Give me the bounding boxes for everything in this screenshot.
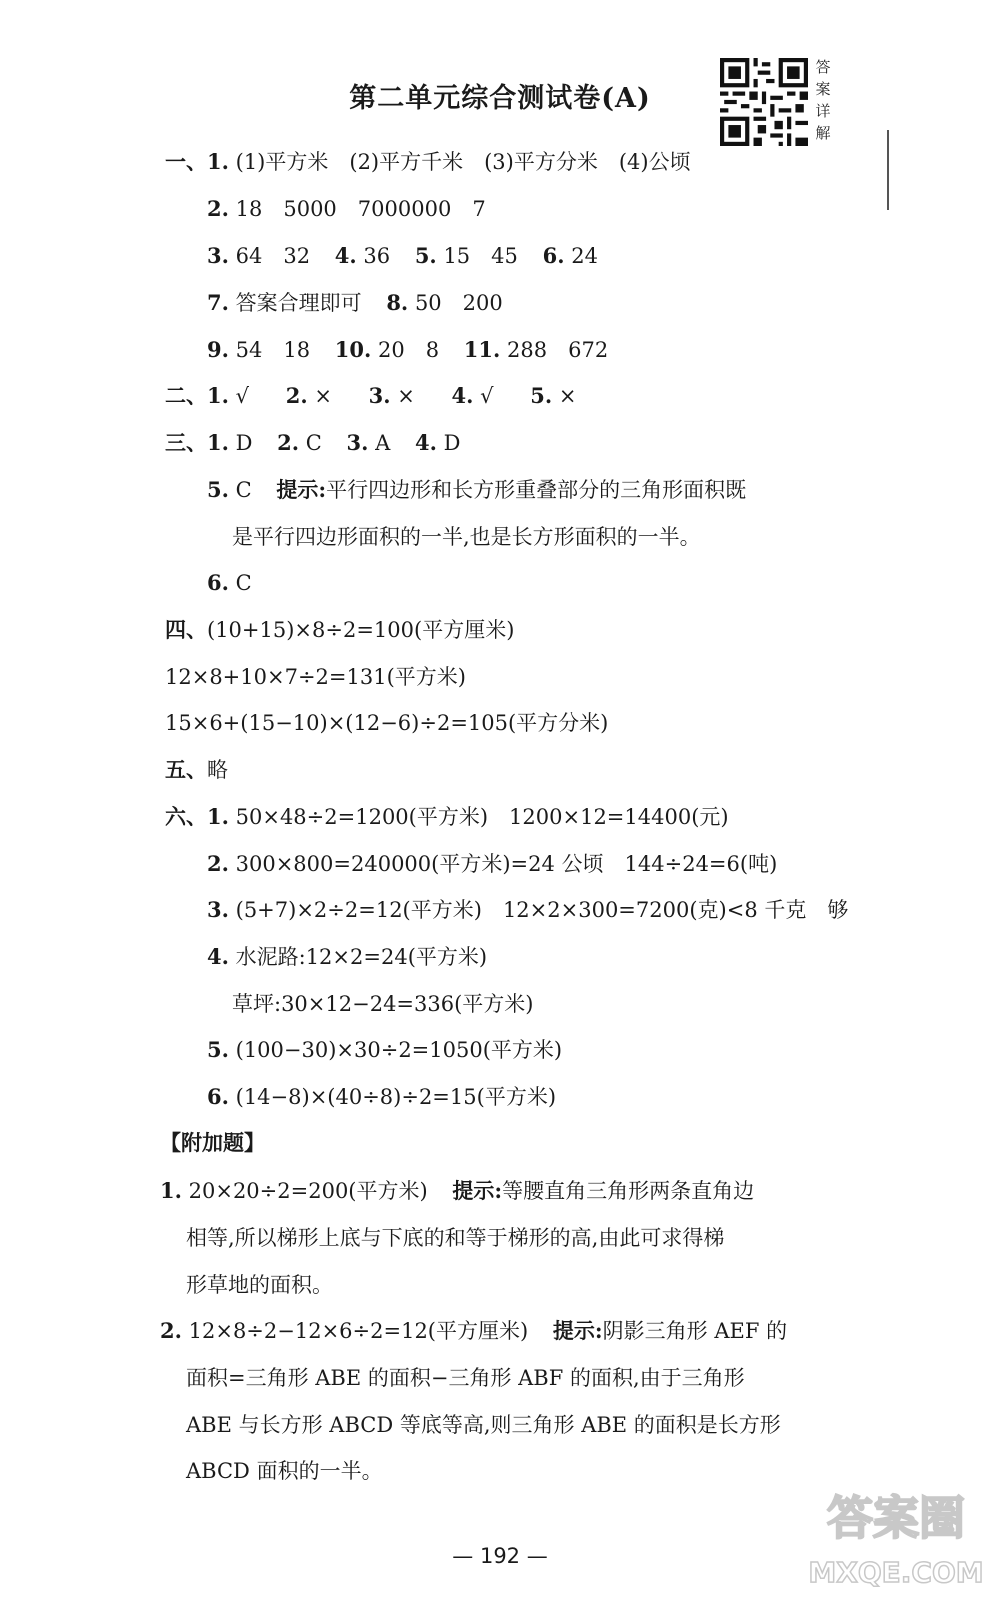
page-number: — 192 — xyxy=(452,1544,548,1568)
section-6-q5: 5. (100−30)×30÷2=1050(平方米) xyxy=(207,1037,563,1062)
extra-q1-line-2: 相等,所以梯形上底与下底的和等于梯形的高,由此可求得梯 xyxy=(186,1226,725,1250)
section-4-line-1: 四、(10+15)×8÷2=100(平方厘米) xyxy=(165,617,515,642)
watermark-logo xyxy=(806,1484,986,1594)
qr-code[interactable] xyxy=(720,58,808,146)
extra-q1-line-3: 形草地的面积。 xyxy=(186,1273,333,1297)
section-1-q1: 一、1. (1)平方米 (2)平方千米 (3)平方分米 (4)公顷 xyxy=(165,149,691,174)
watermark-text-line-2: MXQE.COM xyxy=(808,1556,984,1589)
extra-q1: 1. 20×20÷2=200(平方米) 提示:等腰直角三角形两条直角边 xyxy=(160,1178,755,1203)
section-6-q4-cont: 草坪:30×12−24=336(平方米) xyxy=(232,992,534,1016)
extra-q2-line-3: ABE 与长方形 ABCD 等底等高,则三角形 ABE 的面积是长方形 xyxy=(186,1413,781,1437)
page-title: 第二单元综合测试卷(A) xyxy=(349,83,651,114)
section-6-q6: 6. (14−8)×(40÷8)÷2=15(平方米) xyxy=(207,1084,557,1109)
section-3-q6: 6. C xyxy=(207,570,252,595)
qr-caption: 答 案 详 解 xyxy=(815,58,831,142)
section-1-q7-8: 7. 答案合理即可 8. 50 200 xyxy=(207,290,503,315)
extra-q2-line-4: ABCD 面积的一半。 xyxy=(186,1459,383,1483)
watermark-text-line-1: 答案圈 xyxy=(827,1491,965,1545)
extra-q2: 2. 12×8÷2−12×6÷2=12(平方厘米) 提示:阴影三角形 AEF 的 xyxy=(160,1318,788,1343)
section-1-q3-6: 3. 64 32 4. 36 5. 15 45 6. 24 xyxy=(207,243,598,268)
section-3-q5-hint-cont: 是平行四边形面积的一半,也是长方形面积的一半。 xyxy=(232,525,701,549)
section-6-q2: 2. 300×800=240000(平方米)=24 公顷 144÷24=6(吨) xyxy=(207,851,778,876)
extra-heading: 【附加题】 xyxy=(160,1130,265,1155)
section-1-q9-11: 9. 54 18 10. 20 8 11. 288 672 xyxy=(207,337,609,362)
section-3-q1-4: 三、1. D 2. C 3. A 4. D xyxy=(165,430,461,455)
section-6-q4: 4. 水泥路:12×2=24(平方米) xyxy=(207,944,488,969)
section-4-line-3: 15×6+(15−10)×(12−6)÷2=105(平方分米) xyxy=(165,711,609,735)
section-5: 五、略 xyxy=(165,757,228,782)
section-1-q2: 2. 18 5000 7000000 7 xyxy=(207,196,486,221)
section-4-line-2: 12×8+10×7÷2=131(平方米) xyxy=(165,665,466,689)
section-3-q5: 5. C 提示:平行四边形和长方形重叠部分的三角形面积既 xyxy=(207,477,747,502)
section-2: 二、1. √ 2. × 3. × 4. √ 5. × xyxy=(165,383,577,408)
extra-q2-line-2: 面积=三角形 ABE 的面积−三角形 ABF 的面积,由于三角形 xyxy=(186,1366,745,1390)
page-edge-mark xyxy=(887,130,889,210)
section-6-q1: 六、1. 50×48÷2=1200(平方米) 1200×12=14400(元) xyxy=(165,804,729,829)
section-6-q3: 3. (5+7)×2÷2=12(平方米) 12×2×300=7200(克)<8 千克 够 xyxy=(207,897,849,922)
